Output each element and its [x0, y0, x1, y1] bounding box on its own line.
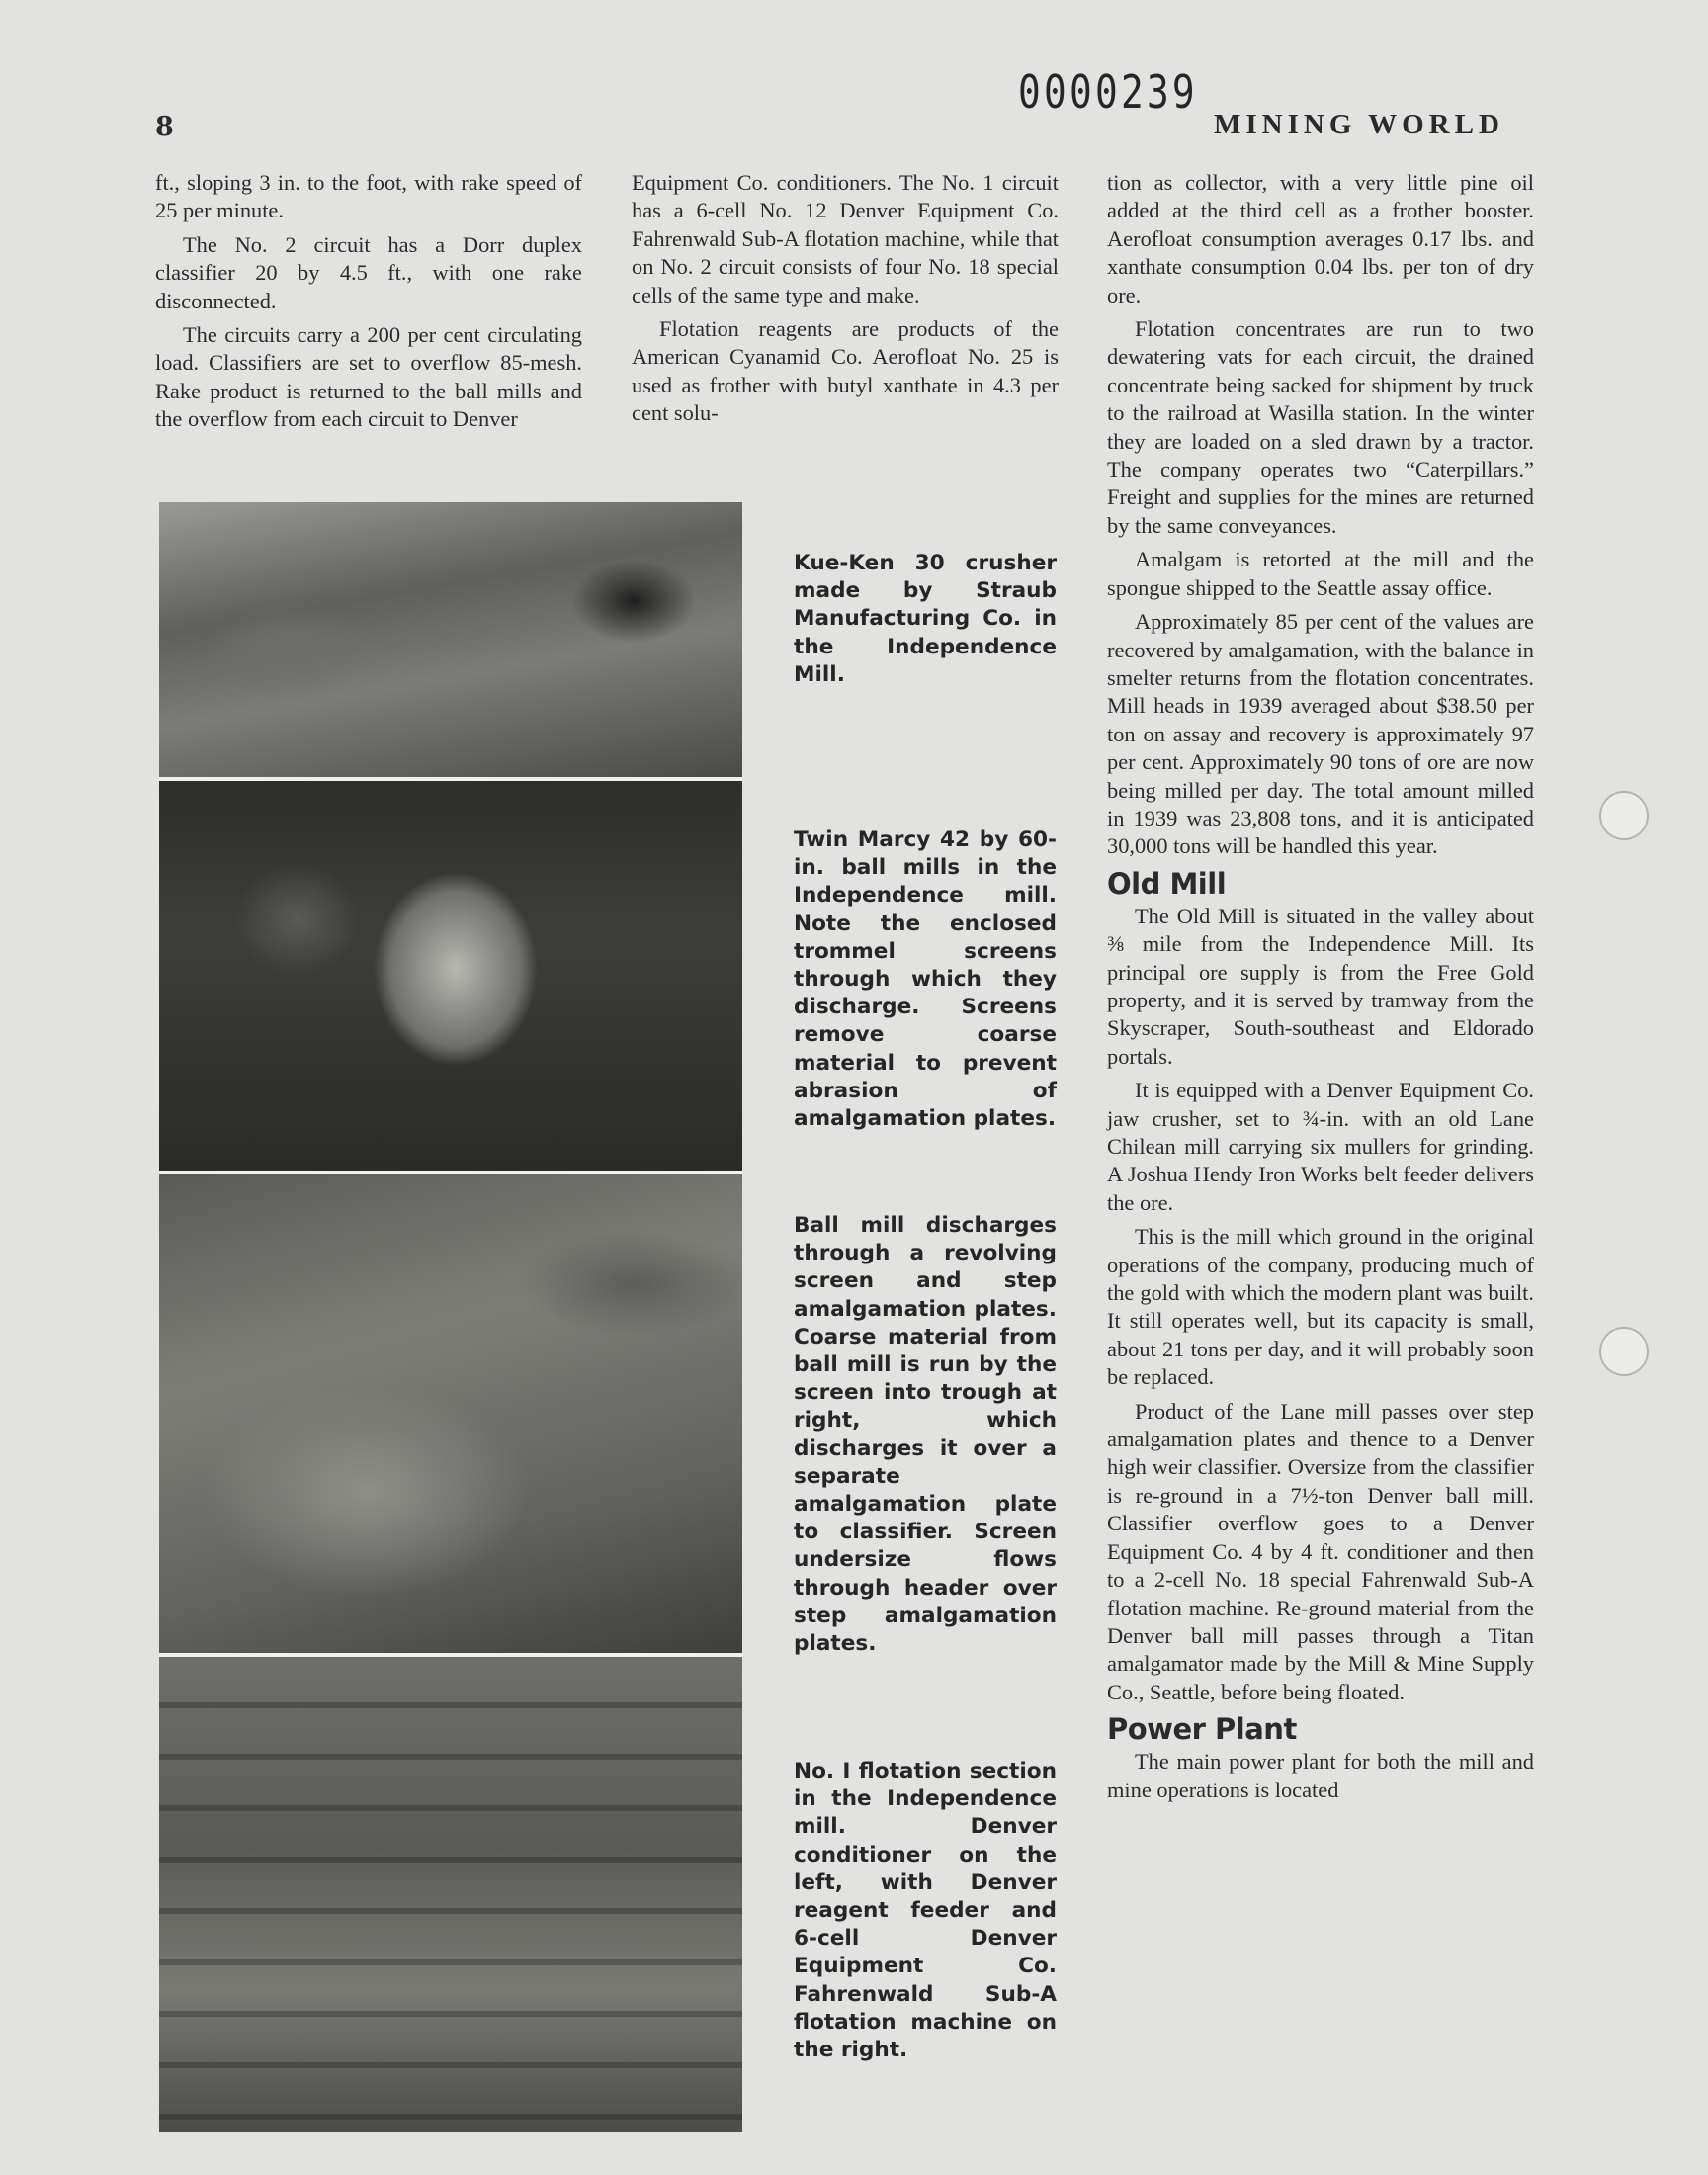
paragraph: ft., sloping 3 in. to the foot, with rake speed of 25 per minute.	[155, 170, 582, 223]
page-number: 8	[155, 112, 174, 142]
paragraph: Flotation concentrates are run to two dewatering vats for each circuit, the drained concentrate being sacked for shipment by truck to the railroad at Wasilla station. In the winter they are loaded on a sled drawn by a tractor. The company operates two “Caterpillars.” Freight and supplies for the mines are returned by the same conveyances.	[1107, 316, 1534, 538]
paragraph: Equipment Co. conditioners. The No. 1 circuit has a 6-cell No. 12 Denver Equipment Co. Fahrenwald Sub-A flotation machine, while that on No. 2 circuit consists of four No. 18 special cells of the same type and make.	[632, 170, 1059, 307]
paragraph: It is equipped with a Denver Equipment Co. jaw crusher, set to ¾-in. with an old Lane Chilean mill carrying six mullers for grinding. A Joshua Hendy Iron Works belt feeder delivers the ore.	[1107, 1078, 1534, 1215]
paragraph: The circuits carry a 200 per cent circulating load. Classifiers are set to overflow 85-mesh. Rake product is returned to the ball mills and the overflow from each circuit to Denver	[155, 322, 582, 432]
paragraph: Flotation reagents are products of the American Cyanamid Co. Aerofloat No. 25 is used as frother with butyl xanthate in 4.3 per cent solu-	[632, 316, 1059, 426]
photo-flotation-section	[159, 1657, 742, 2132]
paragraph: The No. 2 circuit has a Dorr duplex classifier 20 by 4.5 ft., with one rake disconnected.	[155, 231, 582, 313]
binder-hole	[1599, 791, 1649, 840]
photo-crusher	[159, 502, 742, 777]
paragraph: This is the mill which ground in the original operations of the company, producing much of the gold with which the modern plant was built. It still operates well, but its capacity is small, about 21 tons per day, and it will probably soon be replaced.	[1107, 1224, 1534, 1390]
photo-caption: Twin Marcy 42 by 60-in. ball mills in the Independence mill. Note the enclosed trommel screens through which they discharge. Screens remove coarse material to prevent abrasion of amalgamation plates.	[794, 827, 1057, 1132]
document-number-stamp: 0000239	[1018, 65, 1198, 119]
text-column-2	[632, 169, 1059, 434]
section-heading-power-plant: Power Plant	[1107, 1712, 1297, 1747]
photo-caption: No. I flotation section in the Independence mill. Denver conditioner on the left, with Denver reagent feeder and 6-cell Denver Equipment Co. Fahrenwald Sub-A flotation machine on the right.	[794, 1759, 1057, 2063]
paragraph: The Old Mill is situated in the valley about ⅜ mile from the Independence Mill. Its principal ore supply is from the Free Gold property, and it is served by tramway from the Skyscraper, South-southeast and Eldorado portals.	[1107, 903, 1534, 1069]
paragraph: tion as collector, with a very little pine oil added at the third cell as a frother booster. Aerofloat consumption averages 0.17 lbs. and xanthate consumption 0.04 lbs. per ton of dry ore.	[1107, 170, 1534, 307]
paragraph: Approximately 85 per cent of the values are recovered by amalgamation, with the balance in smelter returns from the flotation concentrates. Mill heads in 1939 averaged about $38.50 per ton on assay and recovery is approximately 97 per cent. Approximately 90 tons of ore are now being milled per day. The total amount milled in 1939 was 23,808 tons, and it is anticipated 30,000 tons will be handled this year.	[1107, 609, 1534, 859]
paragraph: Amalgam is retorted at the mill and the spongue shipped to the Seattle assay office.	[1107, 547, 1534, 600]
text-column-3	[1107, 169, 1534, 1810]
paragraph: Product of the Lane mill passes over step amalgamation plates and thence to a Denver high weir classifier. Oversize from the classifier is re-ground in a 7½-ton Denver ball mill. Classifier overflow goes to a Denver Equipment Co. 4 by 4 ft. conditioner and then to a 2-cell No. 18 special Fahrenwald Sub-A flotation machine. Re-ground material from the Denver ball mill passes through a Titan amalgamator made by the Mill & Mine Supply Co., Seattle, before being floated.	[1107, 1398, 1534, 1704]
photo-ball-mills	[159, 781, 742, 1171]
photo-strip	[159, 502, 742, 2132]
photo-caption: Kue-Ken 30 crusher made by Straub Manufacturing Co. in the Independence Mill.	[794, 551, 1057, 687]
photo-caption: Ball mill discharges through a revolving screen and step amalgamation plates. Coarse material from ball mill is run by the screen into trough at right, which discharges it over a separate amalgamation plate to classifier. Screen undersize flows through header over step amalgamation plates.	[794, 1213, 1057, 1657]
journal-title: MINING WORLD	[1214, 109, 1504, 140]
binder-hole	[1599, 1327, 1649, 1376]
paragraph: The main power plant for both the mill and mine operations is located	[1107, 1749, 1534, 1802]
text-column-1	[155, 169, 582, 440]
photo-amalgamation-plates	[159, 1174, 742, 1653]
section-heading-old-mill: Old Mill	[1107, 866, 1227, 901]
